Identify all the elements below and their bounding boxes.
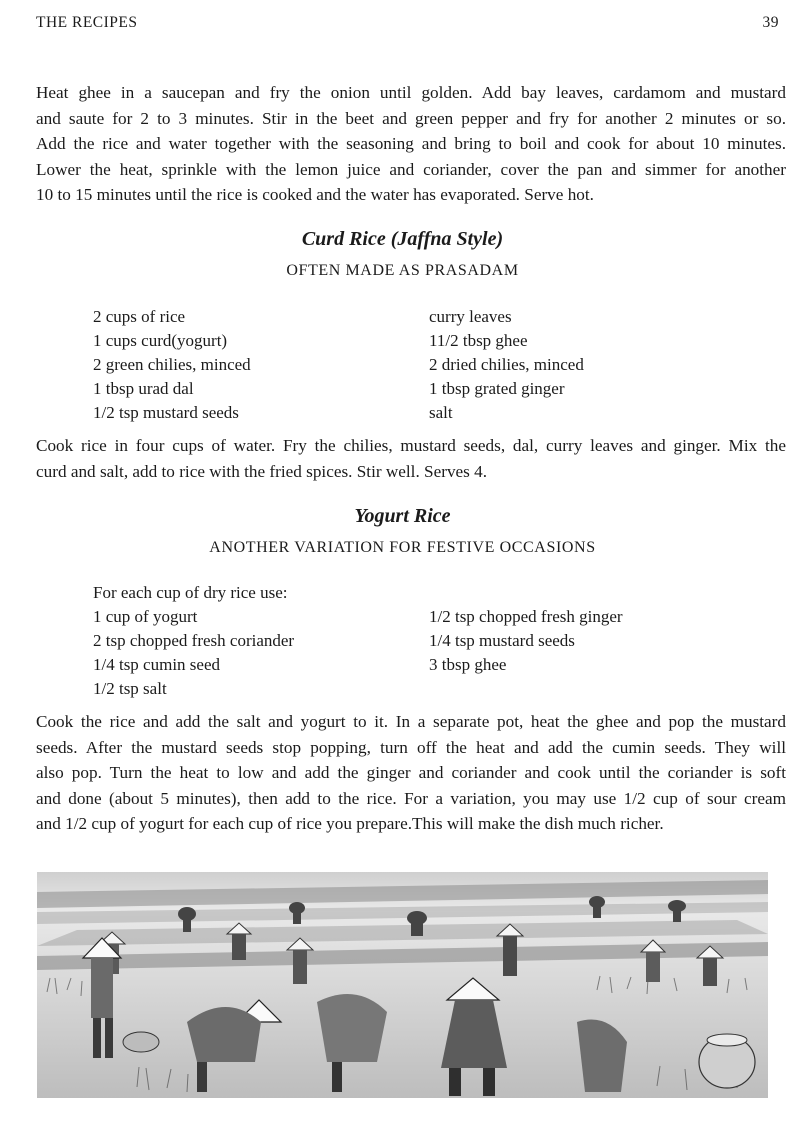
ingredient-item: curry leaves: [429, 307, 512, 326]
ingredient-item: 1/2 tsp salt: [93, 679, 167, 698]
ingredient-item: salt: [429, 403, 453, 422]
curd-rice-ingredients-right: [429, 305, 584, 425]
yogurt-rice-method: [36, 709, 786, 837]
curd-rice-method: [36, 433, 786, 484]
paragraph-line: Heat ghee in a saucepan and fry the onion until golden. Add bay leaves, cardamom and mustard: [36, 83, 786, 102]
ingredient-item: 3 tbsp ghee: [429, 655, 507, 674]
paragraph-line: Cook rice in four cups of water. Fry the chilies, mustard seeds, dal, curry leaves and ginger. Mix the: [36, 436, 786, 455]
rice-field-drawing: [37, 872, 768, 1098]
ingredient-item: 2 green chilies, minced: [93, 355, 251, 374]
ingredient-item: 1 tbsp urad dal: [93, 379, 194, 398]
paragraph-line: Lower the heat, sprinkle with the lemon juice and coriander, cover the pan and simmer for another: [36, 159, 786, 179]
ingredient-item: 2 cups of rice: [93, 307, 186, 326]
intro-paragraph: [36, 80, 786, 208]
paragraph-line: and done (about 5 minutes), then add to the rice. For a variation, you may use 1/2 cup of sour cream: [36, 788, 786, 808]
ingredient-item: 1/4 tsp mustard seeds: [429, 631, 575, 650]
yogurt-rice-subtitle: ANOTHER VARIATION FOR FESTIVE OCCASIONS: [209, 539, 596, 556]
ingredient-item: 1 cups curd(yogurt): [93, 331, 228, 350]
yogurt-rice-ingredients-left: [93, 581, 294, 701]
chapter-title: THE RECIPES: [36, 14, 138, 31]
curd-rice-title: Curd Rice (Jaffna Style): [301, 228, 504, 250]
paragraph-line: and saute for 2 to 3 minutes. Stir in the beet and green pepper and fry for another 2 minutes or so.: [36, 108, 786, 128]
paragraph-line: 10 to 15 minutes until the rice is cooked and the water has evaporated. Serve hot.: [36, 185, 594, 204]
ingredient-item: 1/2 tsp chopped fresh ginger: [429, 607, 623, 626]
ingredient-item: 2 dried chilies, minced: [429, 355, 584, 374]
ingredient-item: 11/2 tbsp ghee: [429, 331, 528, 350]
paragraph-line: curd and salt, add to rice with the fried spices. Stir well. Serves 4.: [36, 461, 488, 481]
ingredient-lead: For each cup of dry rice use:: [93, 583, 288, 602]
yogurt-rice-ingredients-right: [429, 605, 623, 677]
paragraph-line: seeds. After the mustard seeds stop popping, turn off the heat and add the cumin seeds. They will: [36, 737, 786, 757]
paragraph-line: Add the rice and water together with the seasoning and bring to boil and cook for about 10 minutes.: [36, 134, 786, 153]
curd-rice-ingredients-left: [93, 305, 251, 425]
ingredient-item: 1 tbsp grated ginger: [429, 379, 565, 398]
ingredient-item: 1 cup of yogurt: [93, 607, 198, 626]
paragraph-line: and 1/2 cup of yogurt for each cup of rice you prepare.This will make the dish much richer.: [36, 814, 664, 833]
page-number: 39: [762, 14, 779, 31]
paragraph-line: also pop. Turn the heat to low and add the ginger and coriander and cook until the coriander is soft: [36, 763, 786, 782]
rice-field-illustration: [37, 872, 768, 1098]
yogurt-rice-title: Yogurt Rice: [354, 505, 451, 527]
ingredient-item: 1/2 tsp mustard seeds: [93, 403, 239, 422]
ingredient-item: 2 tsp chopped fresh coriander: [93, 631, 295, 650]
paragraph-line: Cook the rice and add the salt and yogurt to it. In a separate pot, heat the ghee and pop the mustard: [36, 712, 786, 731]
ingredient-item: 1/4 tsp cumin seed: [93, 655, 221, 674]
curd-rice-subtitle: OFTEN MADE AS PRASADAM: [286, 262, 519, 279]
